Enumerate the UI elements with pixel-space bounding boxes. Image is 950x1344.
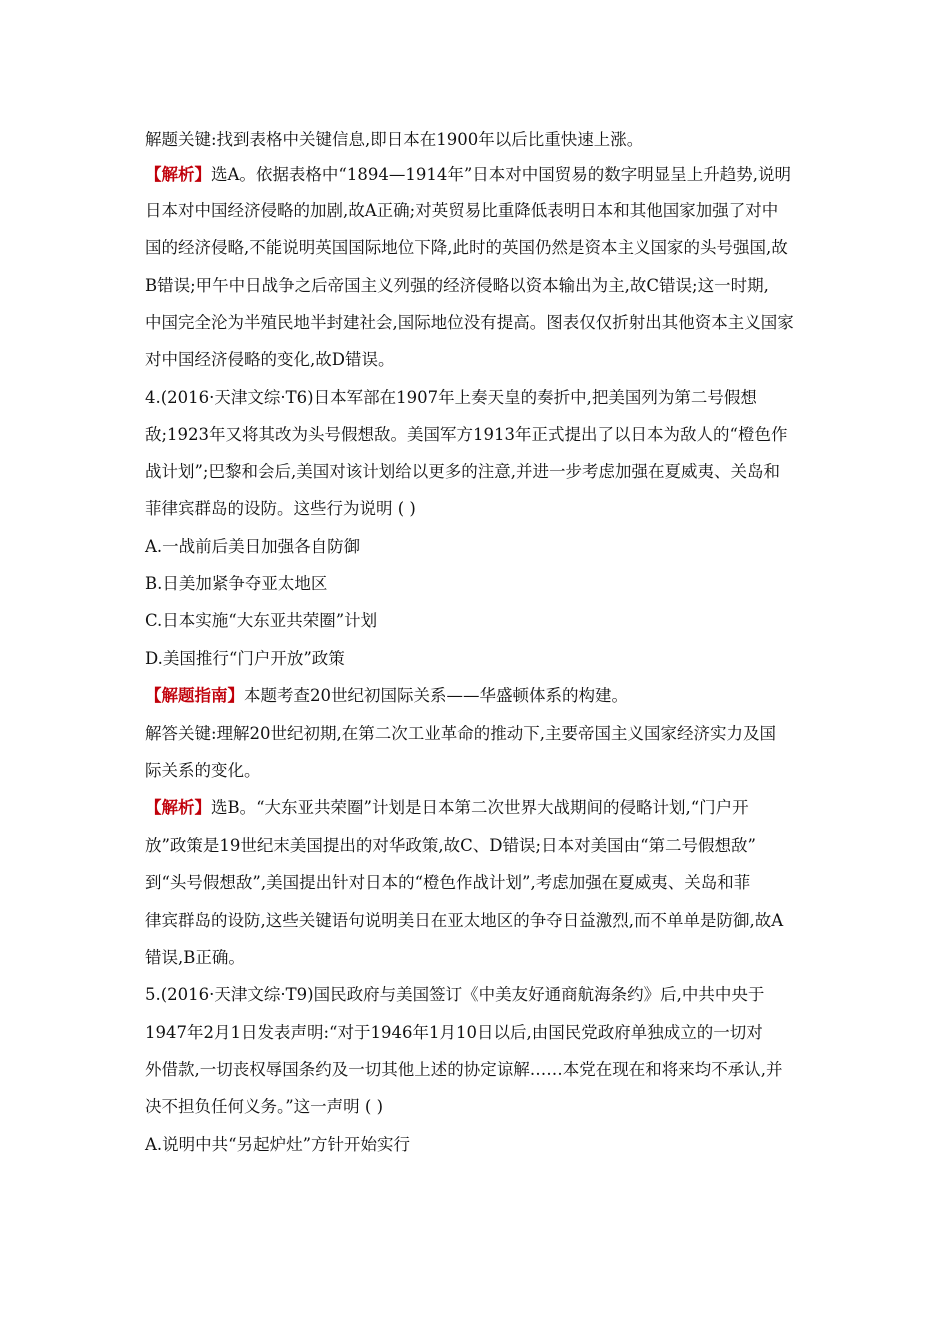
text-line: 日本对中国经济侵略的加剧,故A正确;对英贸易比重降低表明日本和其他国家加强了对中: [145, 201, 779, 220]
text-line: 战计划”;巴黎和会后,美国对该计划给以更多的注意,并进一步考虑加强在夏威夷、关岛和: [145, 462, 780, 481]
text-line: 菲律宾群岛的设防。这些行为说明 ( ): [145, 499, 416, 518]
text-line: 放”政策是19世纪末美国提出的对华政策,故C、D错误;日本对美国由“第二号假想敌”: [145, 836, 756, 855]
text-line: B.日美加紧争夺亚太地区: [145, 574, 328, 593]
text-line: 4.(2016·天津文综·T6)日本军部在1907年上奏天皇的奏折中,把美国列为第二号假想: [145, 388, 757, 407]
text-line: 对中国经济侵略的变化,故D错误。: [145, 350, 395, 369]
text-line: 错误,B正确。: [145, 948, 245, 967]
text-line: 解题关键:找到表格中关键信息,即日本在1900年以后比重快速上涨。: [145, 130, 644, 149]
text-line: 5.(2016·天津文综·T9)国民政府与美国签订《中美友好通商航海条约》后,中共中央于: [145, 985, 765, 1004]
text-line: [145, 161, 791, 185]
text-line: 到“头号假想敌”,美国提出针对日本的“橙色作战计划”,考虑加强在夏威夷、关岛和菲: [145, 873, 751, 892]
line-text: 选B。“大东亚共荣圈”计划是日本第二次世界大战期间的侵略计划,“门户开: [211, 798, 749, 817]
line-text: 选A。依据表格中“1894—1914年”日本对中国贸易的数字明显呈上升趋势,说明: [211, 165, 792, 184]
section-tag: 【解析】: [145, 165, 211, 184]
text-line: 敌;1923年又将其改为头号假想敌。美国军方1913年正式提出了以日本为敌人的“橙色作: [145, 425, 788, 444]
text-line: 1947年2月1日发表声明:“对于1946年1月10日以后,由国民党政府单独成立的一切对: [145, 1023, 763, 1042]
text-line: D.美国推行“门户开放”政策: [145, 649, 345, 668]
text-line: A.一战前后美日加强各自防御: [145, 537, 361, 556]
text-line: 决不担负任何义务。”这一声明 ( ): [145, 1097, 384, 1116]
text-line: A.说明中共“另起炉灶”方针开始实行: [145, 1135, 411, 1154]
text-line: 际关系的变化。: [145, 761, 261, 780]
text-line: 律宾群岛的设防,这些关键语句说明美日在亚太地区的争夺日益激烈,而不单单是防御,故A: [145, 911, 784, 930]
text-line: C.日本实施“大东亚共荣圈”计划: [145, 611, 378, 630]
section-tag: 【解析】: [145, 798, 211, 817]
text-line: 解答关键:理解20世纪初期,在第二次工业革命的推动下,主要帝国主义国家经济实力及国: [145, 724, 777, 743]
text-line: 国的经济侵略,不能说明英国国际地位下降,此时的英国仍然是资本主义国家的头号强国,故: [145, 238, 788, 257]
text-line: B错误;甲午中日战争之后帝国主义列强的经济侵略以资本输出为主,故C错误;这一时期,: [145, 276, 769, 295]
text-line: 中国完全沦为半殖民地半封建社会,国际地位没有提高。图表仅仅折射出其他资本主义国家: [145, 313, 794, 332]
line-text: 本题考查20世纪初国际关系——华盛顿体系的构建。: [244, 686, 628, 705]
section-tag: 【解题指南】: [145, 686, 244, 705]
text-line: [145, 794, 749, 818]
text-line: 外借款,一切丧权辱国条约及一切其他上述的协定谅解……本党在现在和将来均不承认,并: [145, 1060, 783, 1079]
text-line: [145, 682, 628, 706]
